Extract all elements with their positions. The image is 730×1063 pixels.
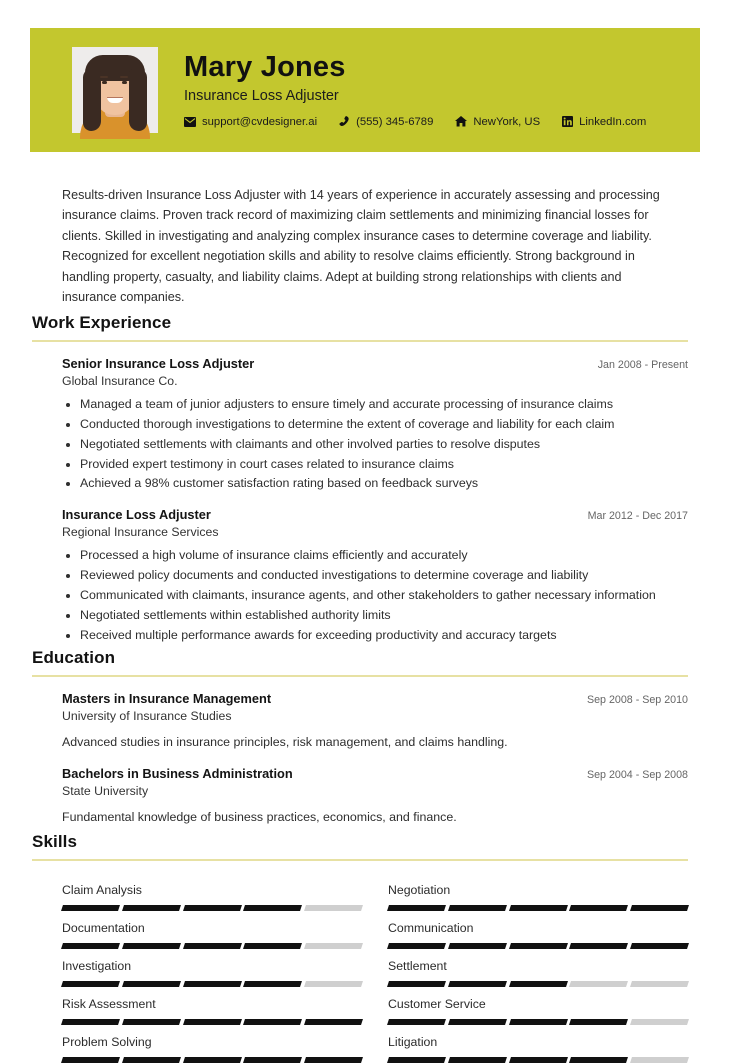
skill-level-segment bbox=[569, 1019, 628, 1025]
skill-level-bar bbox=[62, 1019, 362, 1025]
skill-level-segment bbox=[569, 981, 628, 987]
skill-level-bar bbox=[388, 943, 688, 949]
work-entry-date: Jan 2008 - Present bbox=[597, 359, 688, 371]
skill-name: Settlement bbox=[388, 959, 447, 973]
skill-level-segment bbox=[448, 981, 507, 987]
skill-name: Risk Assessment bbox=[62, 997, 156, 1011]
section-title-skills: Skills bbox=[32, 832, 78, 851]
list-item: • Conducted thorough investigations to determine the extent of coverage and liability for each claim bbox=[80, 415, 688, 434]
contact-location[interactable] bbox=[455, 116, 540, 128]
skill-level-segment bbox=[183, 905, 242, 911]
skill-level-segment bbox=[243, 1057, 302, 1063]
list-item: • Received multiple performance awards for exceeding productivity and accuracy targets bbox=[80, 626, 688, 645]
list-item: • Achieved a 98% customer satisfaction rating based on feedback surveys bbox=[80, 474, 688, 493]
skill-name: Litigation bbox=[388, 1035, 438, 1049]
section-work-experience bbox=[32, 313, 688, 645]
work-entry-bullets bbox=[62, 395, 688, 493]
skill-level-segment bbox=[387, 1019, 446, 1025]
work-entry bbox=[32, 507, 688, 644]
list-item: • Provided expert testimony in court cases related to insurance claims bbox=[80, 455, 688, 474]
skill-level-segment bbox=[122, 943, 181, 949]
work-entry bbox=[32, 356, 688, 493]
skill-level-segment bbox=[448, 1057, 507, 1063]
skill-level-segment bbox=[243, 943, 302, 949]
skill-level-segment bbox=[243, 1019, 302, 1025]
skill-level-segment bbox=[183, 1057, 242, 1063]
list-item: • Processed a high volume of insurance claims efficiently and accurately bbox=[80, 546, 688, 565]
skill-level-segment bbox=[509, 1057, 568, 1063]
skill-level-segment bbox=[387, 981, 446, 987]
skill-level-bar bbox=[388, 981, 688, 987]
list-item: • Managed a team of junior adjusters to ensure timely and accurate processing of insurance claims bbox=[80, 395, 688, 414]
skill-item bbox=[62, 873, 362, 911]
skill-name: Communication bbox=[388, 921, 474, 935]
skill-level-segment bbox=[509, 943, 568, 949]
education-entry bbox=[32, 766, 688, 827]
contact-email-text: support@cvdesigner.ai bbox=[202, 115, 318, 128]
job-title: Insurance Loss Adjuster bbox=[184, 87, 339, 104]
skill-level-segment bbox=[509, 1019, 568, 1025]
education-entry-desc: Fundamental knowledge of business practices, economics, and finance. bbox=[62, 809, 457, 824]
skill-level-segment bbox=[569, 943, 628, 949]
skill-level-segment bbox=[61, 981, 120, 987]
section-education bbox=[32, 648, 688, 826]
skill-level-segment bbox=[122, 981, 181, 987]
contact-list bbox=[184, 116, 668, 128]
education-entry-org: State University bbox=[62, 783, 149, 798]
section-divider bbox=[32, 340, 688, 342]
skill-level-bar bbox=[388, 1057, 688, 1063]
skill-level-bar bbox=[388, 905, 688, 911]
skill-level-segment bbox=[122, 905, 181, 911]
skill-level-segment bbox=[304, 1057, 363, 1063]
work-entry-date: Mar 2012 - Dec 2017 bbox=[587, 510, 688, 523]
education-entry-title: Bachelors in Business Administration bbox=[62, 765, 293, 781]
skill-item bbox=[388, 987, 688, 1025]
avatar bbox=[72, 47, 158, 133]
skill-level-segment bbox=[630, 905, 689, 911]
list-item: • Communicated with claimants, insurance agents, and other stakeholders to gather necessary information bbox=[80, 586, 688, 605]
skill-level-segment bbox=[448, 1019, 507, 1025]
section-divider bbox=[32, 675, 688, 677]
skill-item bbox=[388, 949, 688, 987]
education-entry-org: University of Insurance Studies bbox=[62, 709, 232, 723]
skill-level-segment bbox=[304, 1019, 363, 1025]
contact-location-text: NewYork, US bbox=[473, 115, 541, 128]
skill-level-segment bbox=[630, 943, 689, 949]
skill-name: Documentation bbox=[62, 921, 145, 935]
skill-item bbox=[388, 911, 688, 949]
skill-level-bar bbox=[388, 1019, 688, 1025]
work-entry-org: Global Insurance Co. bbox=[62, 374, 178, 388]
education-entry-title: Masters in Insurance Management bbox=[62, 691, 272, 706]
skill-item bbox=[62, 911, 362, 949]
list-item: • Reviewed policy documents and conducted investigations to determine coverage and liability bbox=[80, 566, 688, 585]
contact-phone-text: (555) 345-6789 bbox=[356, 115, 434, 128]
section-skills bbox=[32, 832, 688, 1063]
skill-level-segment bbox=[569, 1057, 628, 1063]
skill-level-segment bbox=[61, 1057, 120, 1063]
skill-item bbox=[62, 949, 362, 987]
skill-item bbox=[388, 873, 688, 911]
professional-summary: Results-driven Insurance Loss Adjuster with 14 years of experience in accurately assessing and processing insurance claims. Proven track record of maximizing claim settlements and minimizing financial losses for clients. Skilled in investigating and analyzing complex insurance cases to determine coverage and liability. Recognized for excellent negotiation skills and ability to resolve claims efficiently. Strong background in handling property, casualty, and liability claims. Adept at building strong relationships with clients and insurance companies. bbox=[62, 188, 660, 304]
work-entry-bullets bbox=[62, 546, 688, 644]
phone-icon bbox=[339, 116, 350, 127]
skill-name: Investigation bbox=[62, 959, 132, 973]
home-icon bbox=[455, 116, 467, 127]
skill-name: Problem Solving bbox=[62, 1035, 152, 1049]
skills-grid bbox=[32, 873, 688, 1063]
skill-level-segment bbox=[630, 1057, 689, 1063]
skill-level-segment bbox=[183, 1019, 242, 1025]
contact-phone[interactable] bbox=[339, 116, 433, 128]
envelope-icon bbox=[184, 117, 196, 127]
skill-name: Negotiation bbox=[388, 883, 451, 897]
profile-photo bbox=[72, 47, 158, 133]
skill-level-segment bbox=[304, 981, 363, 987]
skill-level-bar bbox=[62, 905, 362, 911]
skill-level-segment bbox=[387, 1057, 446, 1063]
section-title-work: Work Experience bbox=[32, 313, 172, 332]
skill-level-segment bbox=[61, 905, 120, 911]
education-entry-desc: Advanced studies in insurance principles, risk management, and claims handling. bbox=[62, 735, 508, 749]
skill-level-segment bbox=[630, 981, 689, 987]
skill-level-segment bbox=[183, 943, 242, 949]
skill-level-segment bbox=[569, 905, 628, 911]
skill-level-segment bbox=[122, 1057, 181, 1063]
skill-item bbox=[388, 1025, 688, 1063]
skill-level-segment bbox=[122, 1019, 181, 1025]
skill-level-segment bbox=[509, 905, 568, 911]
education-entry-date: Sep 2004 - Sep 2008 bbox=[586, 768, 688, 781]
skill-level-segment bbox=[509, 981, 568, 987]
skill-item bbox=[62, 987, 362, 1025]
skill-name: Claim Analysis bbox=[62, 883, 142, 897]
resume-header bbox=[30, 28, 700, 152]
section-divider bbox=[32, 859, 688, 861]
linkedin-icon bbox=[562, 116, 573, 127]
contact-linkedin[interactable] bbox=[562, 116, 646, 128]
skill-level-segment bbox=[304, 905, 363, 911]
skill-level-segment bbox=[183, 981, 242, 987]
skill-level-bar bbox=[62, 1057, 362, 1063]
skill-level-segment bbox=[448, 943, 507, 949]
skill-name: Customer Service bbox=[388, 997, 486, 1011]
skill-level-segment bbox=[61, 943, 120, 949]
full-name: Mary Jones bbox=[184, 51, 346, 84]
section-title-education: Education bbox=[32, 648, 116, 667]
skill-level-segment bbox=[243, 981, 302, 987]
skill-level-segment bbox=[243, 905, 302, 911]
work-entry-org: Regional Insurance Services bbox=[62, 525, 219, 540]
skill-level-segment bbox=[387, 905, 446, 911]
skill-level-segment bbox=[630, 1019, 689, 1025]
skill-level-bar bbox=[62, 943, 362, 949]
contact-email[interactable] bbox=[184, 116, 317, 128]
education-entry bbox=[32, 691, 688, 752]
skill-level-segment bbox=[61, 1019, 120, 1025]
skill-level-segment bbox=[448, 905, 507, 911]
list-item: • Negotiated settlements within established authority limits bbox=[80, 606, 688, 625]
skill-level-segment bbox=[304, 943, 363, 949]
skill-level-bar bbox=[62, 981, 362, 987]
skill-level-segment bbox=[387, 943, 446, 949]
skill-item bbox=[62, 1025, 362, 1063]
contact-linkedin-text: LinkedIn.com bbox=[579, 115, 647, 128]
work-entry-title: Senior Insurance Loss Adjuster bbox=[62, 356, 255, 371]
list-item: • Negotiated settlements with claimants and other involved parties to resolve disputes bbox=[80, 435, 688, 454]
education-entry-date: Sep 2008 - Sep 2010 bbox=[586, 694, 688, 706]
work-entry-title: Insurance Loss Adjuster bbox=[62, 507, 211, 523]
